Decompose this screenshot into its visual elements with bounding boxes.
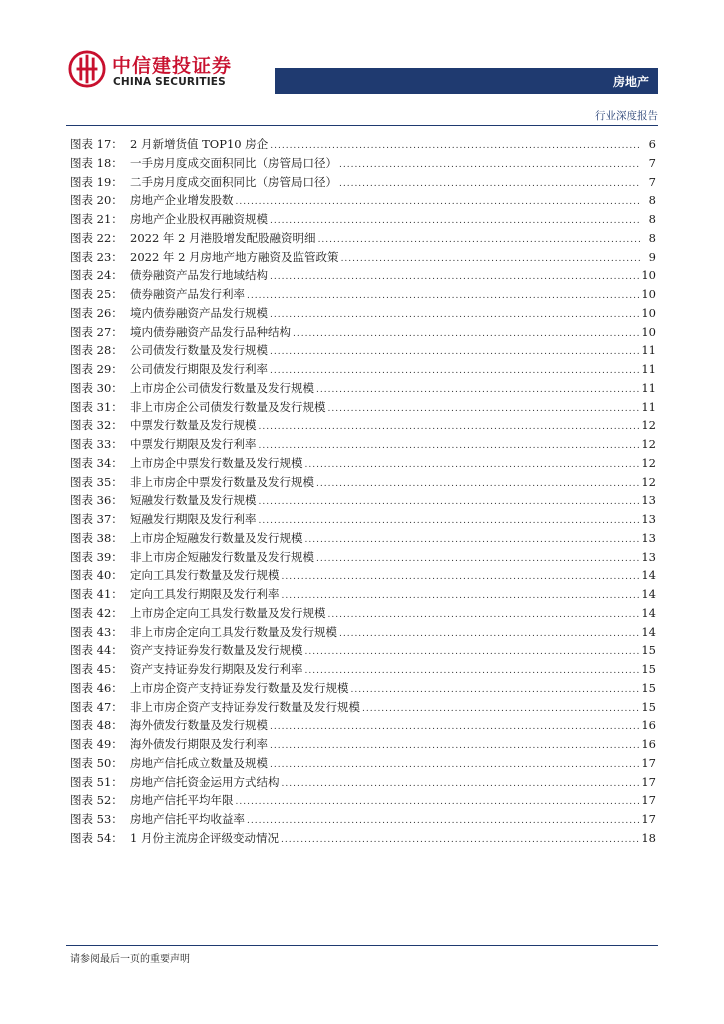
toc-entry[interactable]	[70, 435, 656, 454]
toc-entry[interactable]	[70, 173, 656, 192]
toc-entry-label: 图表 24：	[70, 268, 123, 283]
toc-leader-dots	[270, 362, 639, 381]
toc-entry[interactable]	[70, 679, 656, 698]
toc-entry-label: 图表 20：	[70, 193, 123, 208]
toc-leader-dots	[351, 681, 640, 700]
toc-entry[interactable]	[70, 285, 656, 304]
toc-entry[interactable]	[70, 304, 656, 323]
toc-entry-page: 12	[641, 455, 656, 470]
toc-entry-label: 图表 35：	[70, 474, 123, 489]
toc-leader-dots	[282, 587, 640, 606]
toc-entry-label: 图表 31：	[70, 399, 123, 414]
toc-leader-dots	[316, 381, 639, 400]
toc-leader-dots	[305, 662, 640, 681]
toc-leader-dots	[281, 831, 639, 850]
page-header	[66, 46, 658, 94]
toc-entry-page: 9	[648, 249, 656, 264]
toc-entry-title: 资产支持证券发行数量及发行规模	[130, 643, 303, 658]
toc-entry-title: 境内债券融资产品发行品种结构	[130, 324, 291, 339]
toc-entry-page: 8	[648, 193, 656, 208]
toc-entry-title: 2022 年 2 月港股增发配股融资明细	[130, 230, 316, 245]
toc-entry-page: 11	[641, 380, 656, 395]
toc-leader-dots	[341, 250, 640, 269]
toc-leader-dots	[328, 400, 640, 419]
toc-entry-label: 图表 29：	[70, 362, 123, 376]
toc-entry-label: 图表 28：	[70, 343, 123, 358]
toc-entry[interactable]	[70, 154, 656, 173]
toc-entry-label: 图表 21：	[70, 212, 123, 226]
toc-entry[interactable]	[70, 529, 656, 548]
toc-leader-dots	[236, 793, 640, 812]
report-type: 行业深度报告	[595, 110, 658, 122]
toc-leader-dots	[259, 512, 640, 531]
toc-entry-label: 图表 17：	[70, 137, 123, 151]
toc-entry-page: 15	[641, 662, 656, 676]
toc-entry[interactable]	[70, 191, 656, 210]
toc-entry[interactable]	[70, 379, 656, 398]
toc-entry[interactable]	[70, 210, 656, 229]
toc-entry-page: 8	[648, 212, 656, 226]
toc-entry-title: 房地产企业股权再融资规模	[130, 212, 268, 226]
toc-entry-title: 境内债券融资产品发行规模	[130, 305, 268, 320]
table-of-figures	[70, 135, 656, 848]
toc-entry-page: 12	[641, 474, 656, 489]
toc-entry[interactable]	[70, 416, 656, 435]
toc-leader-dots	[305, 643, 640, 662]
toc-entry-title: 房地产信托平均年限	[130, 793, 234, 808]
toc-entry-label: 图表 39：	[70, 549, 123, 564]
toc-entry[interactable]	[70, 398, 656, 417]
toc-entry-page: 7	[648, 155, 656, 170]
toc-entry-title: 上市房企资产支持证券发行数量及发行规模	[130, 680, 349, 695]
toc-entry-title: 2022 年 2 月房地产地方融资及监管政策	[130, 249, 339, 264]
toc-entry-label: 图表 33：	[70, 437, 123, 451]
toc-entry-title: 定向工具发行期限及发行利率	[130, 587, 280, 601]
china-securities-logo-icon	[68, 50, 106, 88]
toc-entry[interactable]	[70, 491, 656, 510]
toc-entry-label: 图表 36：	[70, 493, 123, 508]
toc-entry-title: 海外债发行数量及发行规模	[130, 718, 268, 733]
toc-entry[interactable]	[70, 135, 656, 154]
toc-leader-dots	[305, 456, 640, 475]
toc-leader-dots	[270, 268, 639, 287]
toc-leader-dots	[282, 775, 640, 794]
toc-entry[interactable]	[70, 566, 656, 585]
toc-entry-title: 上市房企短融发行数量及发行规模	[130, 530, 303, 545]
toc-entry-page: 15	[641, 699, 656, 714]
toc-entry-page: 7	[648, 174, 656, 189]
toc-entry-title: 非上市房企公司债发行数量及发行规模	[130, 399, 326, 414]
toc-entry[interactable]	[70, 604, 656, 623]
toc-entry[interactable]	[70, 623, 656, 642]
toc-entry-title: 1 月份主流房企评级变动情况	[130, 830, 279, 845]
toc-entry-label: 图表 43：	[70, 624, 123, 639]
toc-leader-dots	[270, 343, 639, 362]
toc-entry[interactable]	[70, 810, 656, 829]
footer-disclaimer: 请参阅最后一页的重要声明	[70, 954, 190, 965]
toc-entry-title: 非上市房企短融发行数量及发行规模	[130, 549, 314, 564]
toc-entry-title: 房地产企业增发股数	[130, 193, 234, 208]
toc-leader-dots	[270, 306, 639, 325]
toc-entry-label: 图表 40：	[70, 568, 123, 583]
toc-entry-page: 15	[641, 643, 656, 658]
toc-leader-dots	[318, 231, 640, 250]
toc-entry-label: 图表 47：	[70, 699, 123, 714]
toc-entry-page: 14	[641, 605, 656, 620]
toc-leader-dots	[328, 606, 640, 625]
toc-entry-title: 房地产信托成立数量及规模	[130, 755, 268, 770]
header-divider	[66, 125, 658, 126]
toc-entry-page: 13	[641, 493, 656, 508]
toc-entry-page: 10	[641, 287, 656, 301]
toc-leader-dots	[270, 737, 639, 756]
toc-entry-title: 二手房月度成交面积同比（房管局口径）	[130, 174, 337, 189]
toc-entry[interactable]	[70, 585, 656, 604]
toc-entry-page: 14	[641, 624, 656, 639]
toc-entry-title: 海外债发行期限及发行利率	[130, 737, 268, 751]
toc-entry-page: 13	[641, 530, 656, 545]
toc-leader-dots	[247, 287, 639, 306]
toc-entry-label: 图表 52：	[70, 793, 123, 808]
toc-entry-title: 非上市房企中票发行数量及发行规模	[130, 474, 314, 489]
toc-entry-page: 10	[641, 305, 656, 320]
toc-entry[interactable]	[70, 360, 656, 379]
toc-entry[interactable]	[70, 716, 656, 735]
toc-entry-title: 中票发行数量及发行规模	[130, 418, 257, 433]
toc-leader-dots	[339, 156, 640, 175]
toc-leader-dots	[316, 475, 639, 494]
toc-entry-title: 非上市房企资产支持证券发行数量及发行规模	[130, 699, 360, 714]
toc-entry-page: 13	[641, 512, 656, 526]
toc-entry-page: 11	[641, 399, 656, 414]
toc-leader-dots	[259, 493, 640, 512]
toc-entry[interactable]	[70, 323, 656, 342]
toc-entry-label: 图表 19：	[70, 174, 123, 189]
toc-entry-page: 16	[641, 718, 656, 733]
toc-entry-page: 14	[641, 568, 656, 583]
toc-leader-dots	[339, 625, 639, 644]
toc-entry-page: 6	[648, 137, 656, 151]
toc-entry[interactable]	[70, 548, 656, 567]
toc-entry[interactable]	[70, 735, 656, 754]
toc-entry-label: 图表 51：	[70, 774, 123, 789]
toc-entry-label: 图表 22：	[70, 230, 123, 245]
toc-entry-title: 中票发行期限及发行利率	[130, 437, 257, 451]
toc-leader-dots	[270, 718, 639, 737]
toc-entry-label: 图表 48：	[70, 718, 123, 733]
toc-entry[interactable]	[70, 510, 656, 529]
toc-leader-dots	[293, 325, 639, 344]
toc-entry[interactable]	[70, 641, 656, 660]
toc-leader-dots	[247, 812, 639, 831]
toc-entry[interactable]	[70, 454, 656, 473]
toc-entry-title: 上市房企中票发行数量及发行规模	[130, 455, 303, 470]
toc-entry-page: 10	[641, 324, 656, 339]
toc-entry-page: 12	[641, 418, 656, 433]
toc-leader-dots	[316, 550, 639, 569]
toc-entry[interactable]	[70, 229, 656, 248]
toc-entry-label: 图表 27：	[70, 324, 123, 339]
footer-divider	[66, 945, 658, 946]
logo-chinese-name: 中信建投证券	[112, 55, 233, 77]
toc-entry-label: 图表 49：	[70, 737, 123, 751]
toc-entry[interactable]	[70, 660, 656, 679]
toc-entry-label: 图表 32：	[70, 418, 123, 433]
toc-entry-page: 16	[641, 737, 656, 751]
toc-entry-label: 图表 23：	[70, 249, 123, 264]
toc-entry-title: 一手房月度成交面积同比（房管局口径）	[130, 155, 337, 170]
section-label: 房地产	[612, 75, 649, 89]
toc-entry-label: 图表 53：	[70, 812, 123, 826]
toc-entry-page: 11	[641, 343, 656, 358]
toc-entry-label: 图表 34：	[70, 455, 123, 470]
toc-entry-page: 13	[641, 549, 656, 564]
toc-entry-title: 上市房企公司债发行数量及发行规模	[130, 380, 314, 395]
toc-entry-page: 17	[641, 755, 656, 770]
section-banner	[275, 68, 658, 94]
toc-entry-title: 定向工具发行数量及发行规模	[130, 568, 280, 583]
toc-leader-dots	[259, 437, 640, 456]
toc-entry-label: 图表 46：	[70, 680, 123, 695]
toc-entry[interactable]	[70, 829, 656, 848]
toc-entry-title: 短融发行期限及发行利率	[130, 512, 257, 526]
toc-entry-label: 图表 30：	[70, 380, 123, 395]
toc-entry[interactable]	[70, 773, 656, 792]
toc-leader-dots	[305, 531, 640, 550]
toc-entry-title: 上市房企定向工具发行数量及发行规模	[130, 605, 326, 620]
toc-entry-label: 图表 44：	[70, 643, 123, 658]
toc-entry-title: 债券融资产品发行地域结构	[130, 268, 268, 283]
toc-leader-dots	[270, 756, 639, 775]
toc-leader-dots	[236, 193, 641, 212]
toc-leader-dots	[339, 175, 640, 194]
toc-entry-page: 17	[641, 774, 656, 789]
toc-entry-page: 10	[641, 268, 656, 283]
toc-entry-label: 图表 50：	[70, 755, 123, 770]
toc-entry-title: 债券融资产品发行利率	[130, 287, 245, 301]
toc-leader-dots	[270, 212, 640, 231]
toc-entry-title: 2 月新增货值 TOP10 房企	[130, 137, 269, 151]
toc-entry-page: 17	[641, 793, 656, 808]
toc-entry-label: 图表 37：	[70, 512, 123, 526]
toc-entry-title: 房地产信托资金运用方式结构	[130, 774, 280, 789]
toc-entry[interactable]	[70, 698, 656, 717]
toc-entry-title: 公司债发行期限及发行利率	[130, 362, 268, 376]
toc-entry-label: 图表 41：	[70, 587, 123, 601]
toc-entry[interactable]	[70, 341, 656, 360]
toc-entry[interactable]	[70, 266, 656, 285]
toc-entry-label: 图表 42：	[70, 605, 123, 620]
toc-entry-title: 资产支持证券发行期限及发行利率	[130, 662, 303, 676]
toc-entry-label: 图表 18：	[70, 155, 123, 170]
toc-leader-dots	[259, 418, 640, 437]
toc-entry[interactable]	[70, 248, 656, 267]
toc-entry[interactable]	[70, 754, 656, 773]
toc-entry-title: 短融发行数量及发行规模	[130, 493, 257, 508]
toc-entry[interactable]	[70, 791, 656, 810]
toc-entry-label: 图表 45：	[70, 662, 123, 676]
toc-entry-title: 公司债发行数量及发行规模	[130, 343, 268, 358]
toc-entry-title: 房地产信托平均收益率	[130, 812, 245, 826]
toc-entry-page: 15	[641, 680, 656, 695]
toc-entry-page: 18	[641, 830, 656, 845]
toc-entry-page: 12	[641, 437, 656, 451]
logo-english-name: CHINA SECURITIES	[113, 76, 226, 88]
toc-entry-label: 图表 54：	[70, 830, 123, 845]
toc-entry[interactable]	[70, 473, 656, 492]
toc-entry-title: 非上市房企定向工具发行数量及发行规模	[130, 624, 337, 639]
toc-entry-label: 图表 25：	[70, 287, 123, 301]
toc-entry-page: 11	[641, 362, 656, 376]
toc-entry-page: 14	[641, 587, 656, 601]
toc-leader-dots	[282, 568, 640, 587]
toc-leader-dots	[362, 700, 639, 719]
toc-entry-page: 17	[641, 812, 656, 826]
toc-entry-label: 图表 38：	[70, 530, 123, 545]
toc-entry-label: 图表 26：	[70, 305, 123, 320]
toc-entry-page: 8	[648, 230, 656, 245]
